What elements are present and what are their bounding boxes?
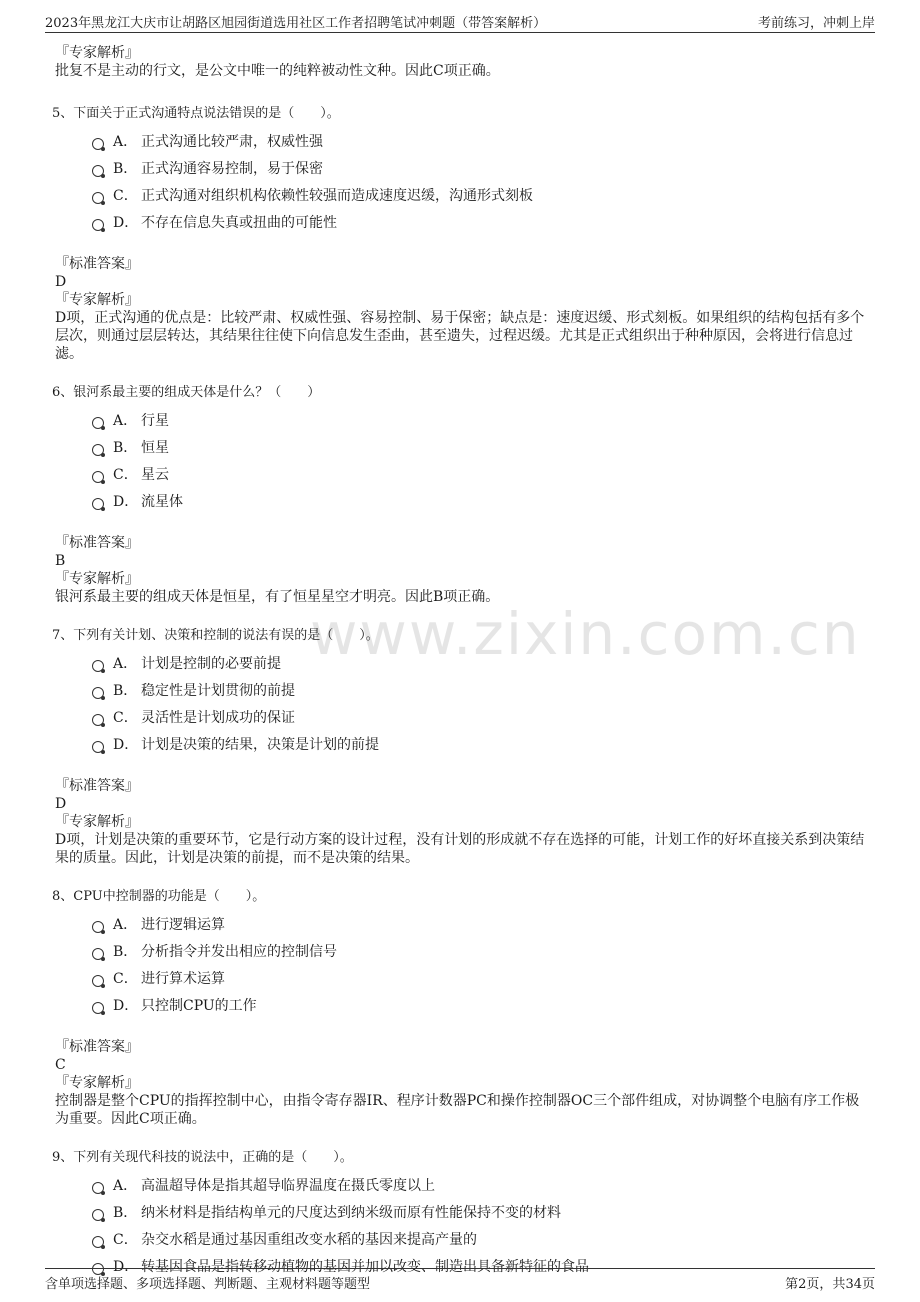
- document-body: [52, 44, 865, 1299]
- radio-icon[interactable]: [92, 219, 104, 231]
- answer-option[interactable]: [92, 460, 865, 487]
- question-title: 9、下列有关现代科技的说法中，正确的是（ ）。: [52, 1150, 353, 1165]
- radio-icon[interactable]: [92, 687, 104, 699]
- answer-label: 『标准答案』: [55, 1039, 139, 1055]
- answer-option[interactable]: [92, 937, 865, 964]
- option-letter: C．: [113, 970, 138, 987]
- option-letter: A．: [113, 655, 138, 672]
- answer-value: B: [55, 553, 66, 569]
- radio-icon[interactable]: [92, 714, 104, 726]
- option-text: 稳定性是计划贯彻的前提: [141, 682, 295, 699]
- option-text: 行星: [141, 412, 169, 429]
- radio-icon[interactable]: [92, 192, 104, 204]
- option-text: 正式沟通对组织机构依赖性较强而造成速度迟缓，沟通形式刻板: [141, 187, 533, 204]
- radio-icon[interactable]: [92, 921, 104, 933]
- watermark: www.zixin.com.cn: [310, 600, 861, 668]
- option-list: [92, 649, 865, 757]
- analysis-label: 『专家解析』: [55, 1075, 139, 1091]
- question-block: [52, 381, 865, 606]
- option-text: 计划是决策的结果，决策是计划的前提: [141, 736, 379, 753]
- option-text: 流星体: [141, 493, 183, 510]
- intro-analysis: [55, 44, 865, 80]
- analysis-text: D项，正式沟通的优点是：比较严肃、权威性强、容易控制、易于保密；缺点是：速度迟缓、形式刻板。如果组织的结构包括有多个层次，则通过层层转达，其结果往往使下向信息发生歪曲，甚至遗失，过程迟缓。尤其是正式组织出于种种原因，会将进行信息过滤。: [55, 310, 865, 362]
- question-list: [52, 102, 865, 1279]
- option-letter: A．: [113, 916, 138, 933]
- radio-icon[interactable]: [92, 1209, 104, 1221]
- option-text: 不存在信息失真或扭曲的可能性: [141, 214, 337, 231]
- radio-icon[interactable]: [92, 741, 104, 753]
- answer-option[interactable]: [92, 487, 865, 514]
- answer-label: 『标准答案』: [55, 256, 139, 272]
- radio-icon[interactable]: [92, 165, 104, 177]
- answer-option[interactable]: [92, 208, 865, 235]
- option-letter: D．: [113, 214, 139, 231]
- answer-label: 『标准答案』: [55, 778, 139, 794]
- answer-value: D: [55, 274, 67, 290]
- analysis-text: 银河系最主要的组成天体是恒星，有了恒星星空才明亮。因此B项正确。: [55, 589, 500, 605]
- radio-icon[interactable]: [92, 444, 104, 456]
- analysis-text: 控制器是整个CPU的指挥控制中心，由指令寄存器IR、程序计数器PC和操作控制器OC三个部件组成，对协调整个电脑有序工作极为重要。因此C项正确。: [55, 1093, 860, 1127]
- option-letter: C．: [113, 187, 138, 204]
- option-letter: A．: [113, 133, 138, 150]
- radio-icon[interactable]: [92, 1182, 104, 1194]
- answer-option[interactable]: [92, 406, 865, 433]
- footer-note: 含单项选择题、多项选择题、判断题、主观材料题等题型: [45, 1277, 371, 1292]
- question-block: [52, 885, 865, 1128]
- question-title: 5、下面关于正式沟通特点说法错误的是（ ）。: [52, 106, 340, 121]
- option-list: [92, 406, 865, 514]
- answer-option[interactable]: [92, 676, 865, 703]
- question-block: [52, 102, 865, 363]
- option-text: 杂交水稻是通过基因重组改变水稻的基因来提高产量的: [141, 1231, 477, 1248]
- answer-option[interactable]: [92, 154, 865, 181]
- answer-option[interactable]: [92, 991, 865, 1018]
- option-list: [92, 127, 865, 235]
- page-number: 第2页，共34页: [785, 1277, 875, 1292]
- question-title: 6、银河系最主要的组成天体是什么？（ ）: [52, 385, 321, 400]
- answer-option[interactable]: [92, 1225, 865, 1252]
- answer-option[interactable]: [92, 127, 865, 154]
- header-slogan: 考前练习，冲刺上岸: [757, 16, 875, 31]
- option-text: 高温超导体是指其超导临界温度在摄氏零度以上: [141, 1177, 435, 1194]
- page-footer: [45, 1268, 875, 1293]
- option-text: 纳米材料是指结构单元的尺度达到纳米级而原有性能保持不变的材料: [141, 1204, 561, 1221]
- answer-value: C: [55, 1057, 66, 1073]
- option-text: 正式沟通容易控制，易于保密: [141, 160, 323, 177]
- option-list: [92, 910, 865, 1018]
- question-block: [52, 1146, 865, 1279]
- radio-icon[interactable]: [92, 948, 104, 960]
- option-letter: A．: [113, 1177, 138, 1194]
- answer-option[interactable]: [92, 1171, 865, 1198]
- option-letter: B．: [113, 160, 138, 177]
- answer-option[interactable]: [92, 730, 865, 757]
- option-text: 正式沟通比较严肃，权威性强: [141, 133, 323, 150]
- option-letter: C．: [113, 709, 138, 726]
- option-letter: D．: [113, 1258, 139, 1275]
- radio-icon[interactable]: [92, 1236, 104, 1248]
- option-letter: D．: [113, 493, 139, 510]
- answer-value: D: [55, 796, 67, 812]
- radio-icon[interactable]: [92, 975, 104, 987]
- analysis-label: 『专家解析』: [55, 571, 139, 587]
- radio-icon[interactable]: [92, 138, 104, 150]
- total-pages: 34: [845, 1277, 862, 1292]
- option-list: [92, 1171, 865, 1279]
- answer-option[interactable]: [92, 649, 865, 676]
- current-page: 2: [798, 1277, 807, 1292]
- page-header: [45, 10, 875, 33]
- answer-option[interactable]: [92, 910, 865, 937]
- option-letter: C．: [113, 466, 138, 483]
- option-letter: C．: [113, 1231, 138, 1248]
- answer-option[interactable]: [92, 433, 865, 460]
- question-title: 8、CPU中控制器的功能是（ ）。: [52, 889, 266, 904]
- option-text: 星云: [141, 466, 169, 483]
- answer-option[interactable]: [92, 1198, 865, 1225]
- radio-icon[interactable]: [92, 1002, 104, 1014]
- option-letter: B．: [113, 682, 138, 699]
- analysis-label: 『专家解析』: [55, 45, 139, 61]
- answer-option[interactable]: [92, 703, 865, 730]
- option-text: 计划是控制的必要前提: [141, 655, 281, 672]
- option-letter: D．: [113, 736, 139, 753]
- answer-option[interactable]: [92, 181, 865, 208]
- option-letter: B．: [113, 1204, 138, 1221]
- option-text: 分析指令并发出相应的控制信号: [141, 943, 337, 960]
- option-text: 转基因食品是指转移动植物的基因并加以改变、制造出具备新特征的食品: [141, 1258, 589, 1275]
- radio-icon[interactable]: [92, 471, 104, 483]
- answer-option[interactable]: [92, 964, 865, 991]
- analysis-text: D项，计划是决策的重要环节，它是行动方案的设计过程，没有计划的形成就不存在选择的可能，计划工作的好坏直接关系到决策结果的质量。因此，计划是决策的前提，而不是决策的结果。: [55, 832, 865, 866]
- analysis-text: 批复不是主动的行文，是公文中唯一的纯粹被动性文种。因此C项正确。: [55, 63, 500, 79]
- question-block: [52, 624, 865, 867]
- option-text: 进行算术运算: [141, 970, 225, 987]
- radio-icon[interactable]: [92, 417, 104, 429]
- question-title: 7、下列有关计划、决策和控制的说法有误的是（ ）。: [52, 628, 379, 643]
- option-text: 恒星: [141, 439, 169, 456]
- option-text: 灵活性是计划成功的保证: [141, 709, 295, 726]
- analysis-label: 『专家解析』: [55, 814, 139, 830]
- option-letter: D．: [113, 997, 139, 1014]
- answer-label: 『标准答案』: [55, 535, 139, 551]
- option-letter: B．: [113, 439, 138, 456]
- option-letter: A．: [113, 412, 138, 429]
- analysis-label: 『专家解析』: [55, 292, 139, 308]
- option-text: 只控制CPU的工作: [141, 997, 257, 1014]
- radio-icon[interactable]: [92, 498, 104, 510]
- document-title: 2023年黑龙江大庆市让胡路区旭园街道选用社区工作者招聘笔试冲刺题（带答案解析）: [45, 16, 547, 31]
- option-letter: B．: [113, 943, 138, 960]
- option-text: 进行逻辑运算: [141, 916, 225, 933]
- radio-icon[interactable]: [92, 660, 104, 672]
